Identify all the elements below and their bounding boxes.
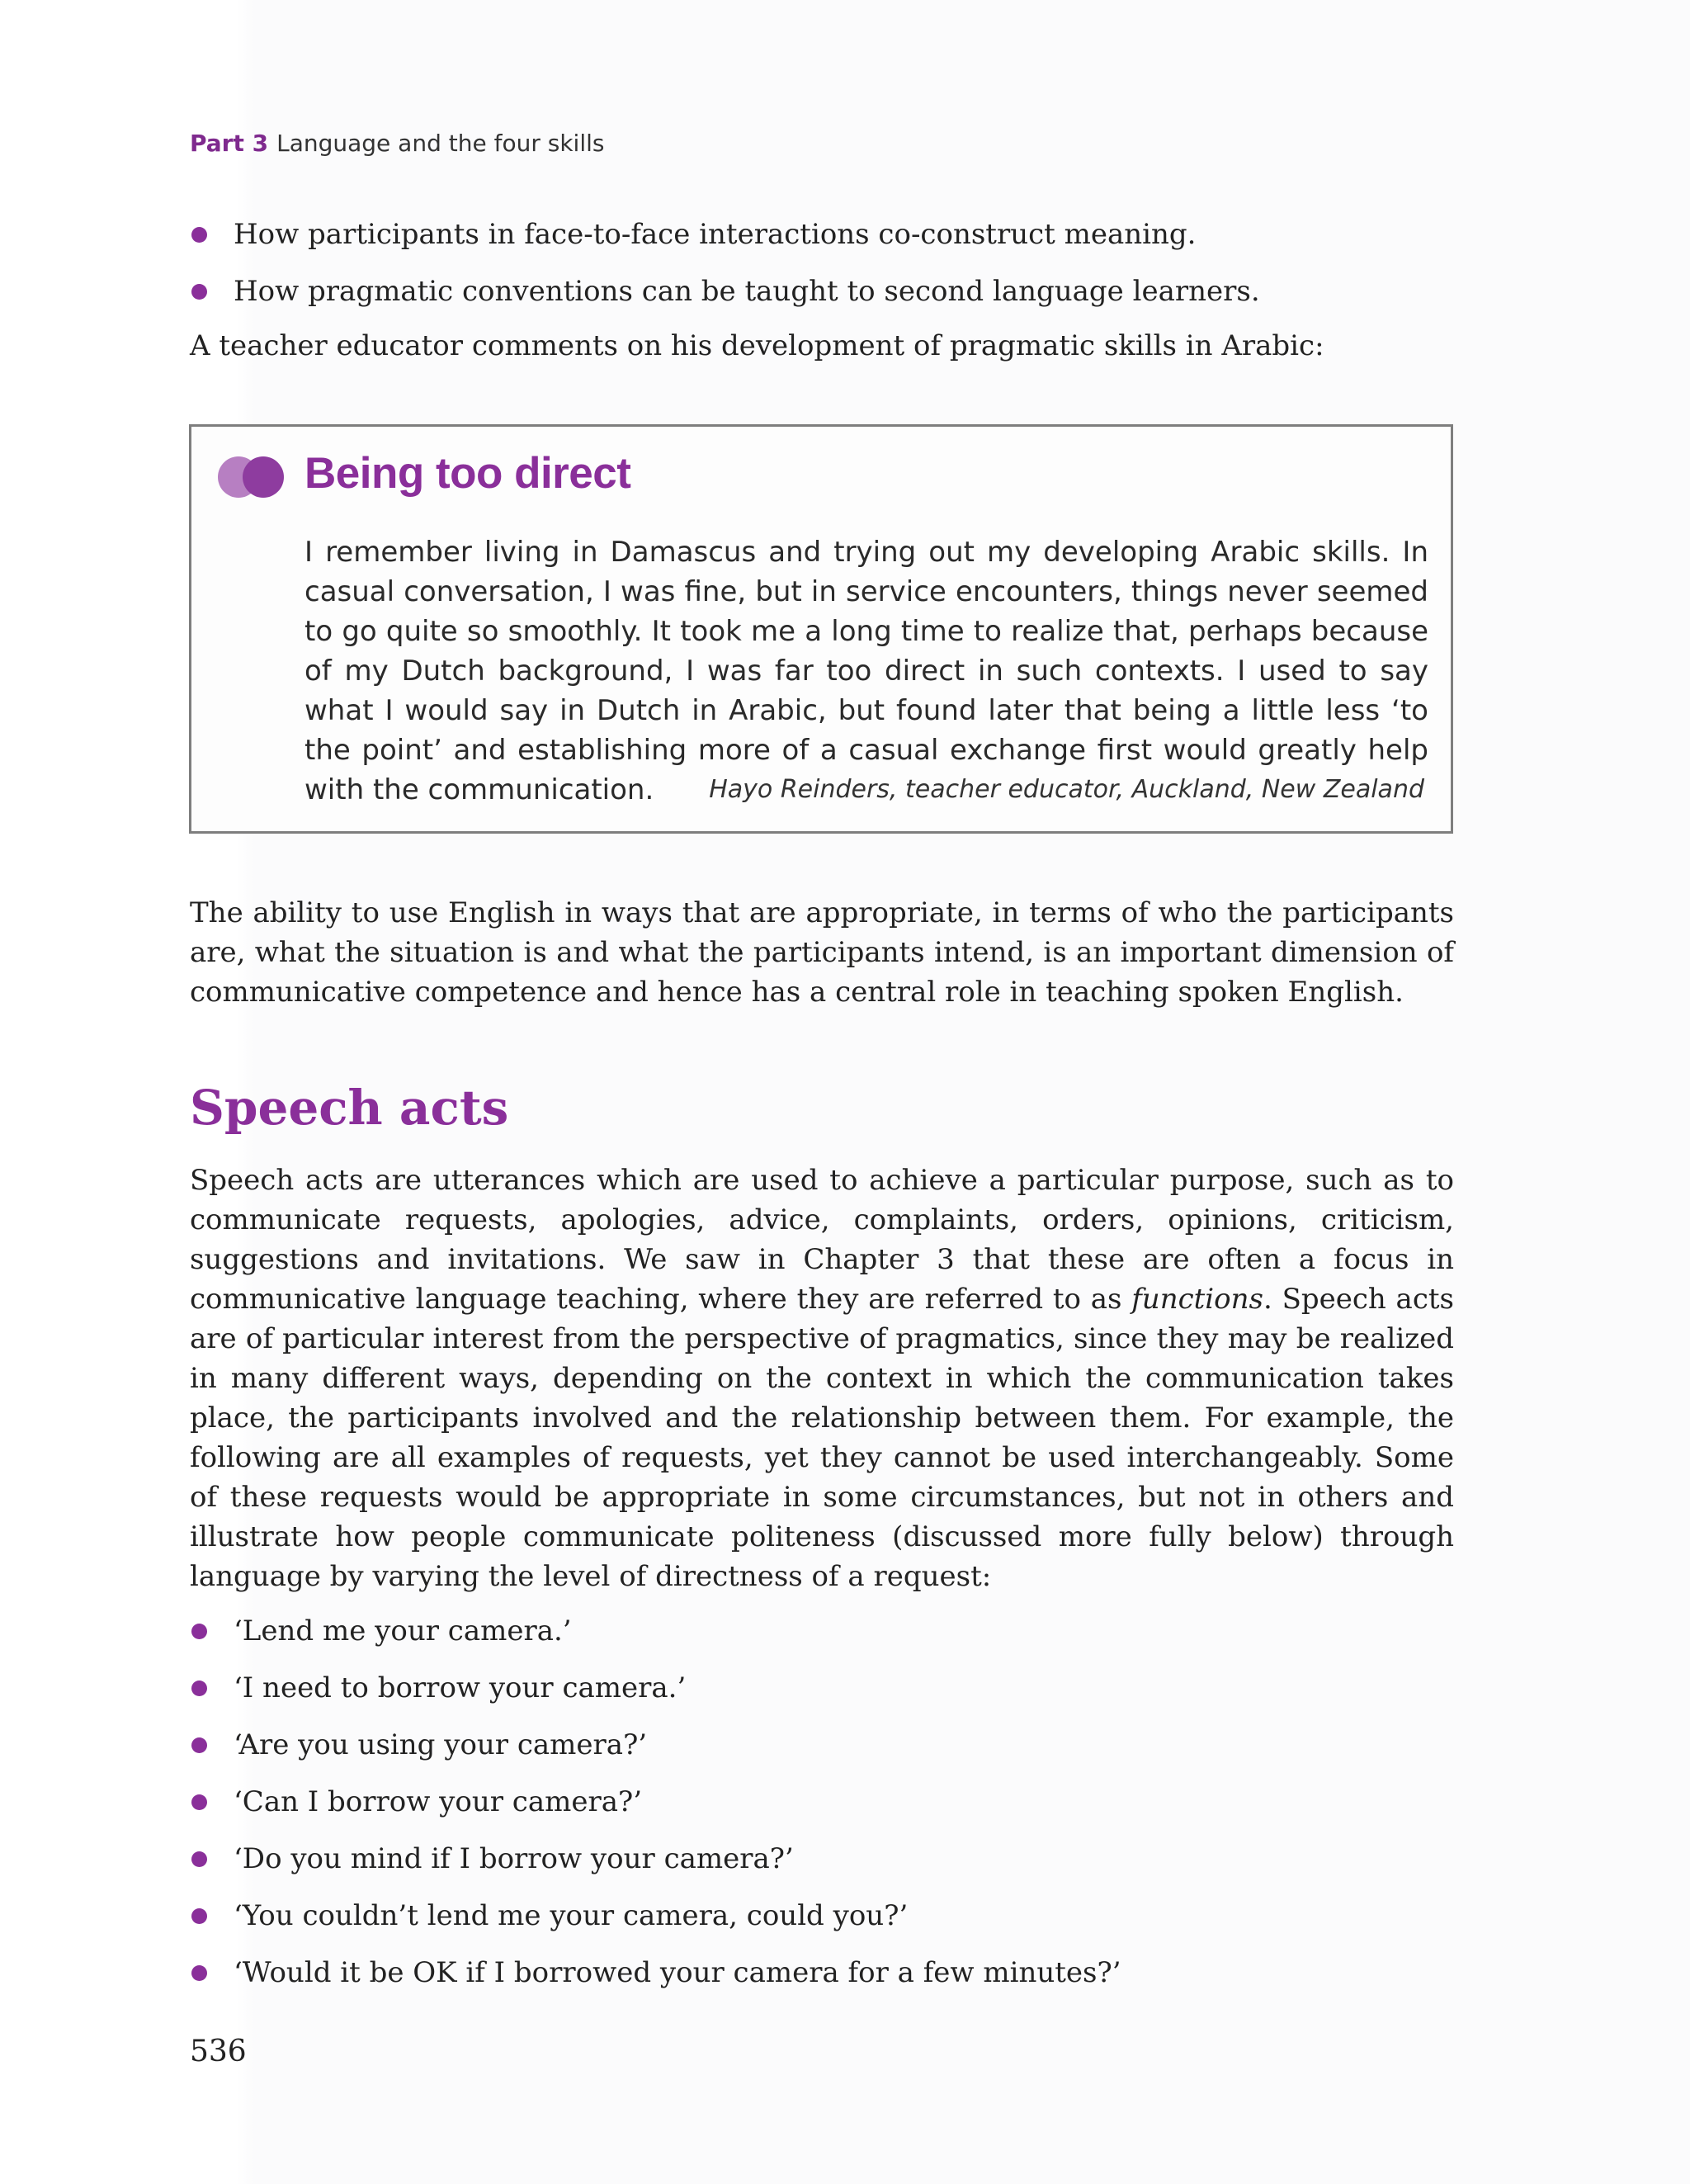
intro-bullet-list [190,215,1454,311]
bullet-icon [191,1737,207,1753]
list-item [190,215,1454,254]
paragraph-text-end: . Speech acts are of particular interest from the perspective of pragmatics, since they may be realized in many different ways, depending on the context in which the communication takes place, the participants involved and the relationship between them. For example, the following are all examples of requests, yet they cannot be used interchangeably. Some of these requests would be appropriate in some circumstances, but not in others and illustrate how people communicate politeness (discussed more fully below) through language by varying the level of directness of a request: [190,1283,1454,1593]
paragraph-text-start: Speech acts are utterances which are used to achieve a particular purpose, such as to communicate requests, apologies, advice, complaints, orders, opinions, criticism, suggestions and invitations. We saw in Chapter 3 that these are often a focus in communicative language teaching, where they are referred to as [190,1164,1454,1316]
intro-sentence: A teacher educator comments on his development of pragmatic skills in Arabic: [190,329,1324,362]
section-title: Speech acts [190,1080,509,1136]
bullet-icon [191,1965,207,1981]
list-item [190,272,1454,311]
double-circle-icon [218,456,286,499]
intro-section [190,215,1454,366]
list-item-text: ‘I need to borrow your camera.’ [234,1671,687,1704]
list-item [190,1953,1454,1993]
list-item-text: ‘Are you using your camera?’ [234,1728,648,1761]
feature-box [189,424,1453,834]
list-item-text: How pragmatic conventions can be taught to second language learners. [234,275,1260,308]
feature-box-title: Being too direct [304,449,631,498]
list-item [190,1782,1454,1822]
list-item-text: ‘You couldn’t lend me your camera, could you?’ [234,1899,909,1932]
speech-acts-paragraph [190,1161,1454,1596]
list-item [190,1896,1454,1936]
bullet-icon [191,227,207,243]
request-examples-list [190,1611,1454,1993]
ability-paragraph: The ability to use English in ways that are appropriate, in terms of who the participants are, what the situation is and what the participants intend, is an important dimension of communicative competence and hence has a central role in teaching spoken English. [190,896,1454,1009]
list-item-text: How participants in face-to-face interactions co-construct meaning. [234,218,1197,251]
list-item-text: ‘Do you mind if I borrow your camera?’ [234,1842,794,1875]
part-title: Language and the four skills [276,130,605,157]
list-item [190,1668,1454,1708]
running-head [190,130,604,157]
bullet-icon [191,1794,207,1810]
ability-section [190,893,1454,1012]
list-item [190,1839,1454,1879]
part-label: Part 3 [190,130,269,157]
bullet-icon [191,1908,207,1924]
term-functions: functions [1131,1283,1263,1316]
circle-dark-icon [243,456,284,498]
feature-box-attribution: Hayo Reinders, teacher educator, Auckland, New Zealand [709,775,1424,804]
bullet-icon [191,1851,207,1867]
page-number: 536 [190,2035,247,2068]
bullet-icon [191,284,207,300]
bullet-icon [191,1624,207,1639]
list-item-text: ‘Lend me your camera.’ [234,1614,572,1647]
feature-box-quote: I remember living in Damascus and trying out my developing Arabic skills. In casual conversation, I was fine, but in service encounters, things never seemed to go quite so smoothly. It took me a long time to realize that, perhaps because of my Dutch background, I was far too direct in such contexts. I used to say what I would say in Dutch in Arabic, but found later that being a little less ‘to the point’ and establishing more of a casual exchange first would greatly help with the communication. [304,536,1428,806]
list-item [190,1611,1454,1651]
bullet-icon [191,1681,207,1696]
list-item [190,1725,1454,1765]
list-item-text: ‘Can I borrow your camera?’ [234,1785,643,1818]
list-item-text: ‘Would it be OK if I borrowed your camera for a few minutes?’ [234,1956,1121,1989]
speech-acts-section [190,1161,1454,2010]
